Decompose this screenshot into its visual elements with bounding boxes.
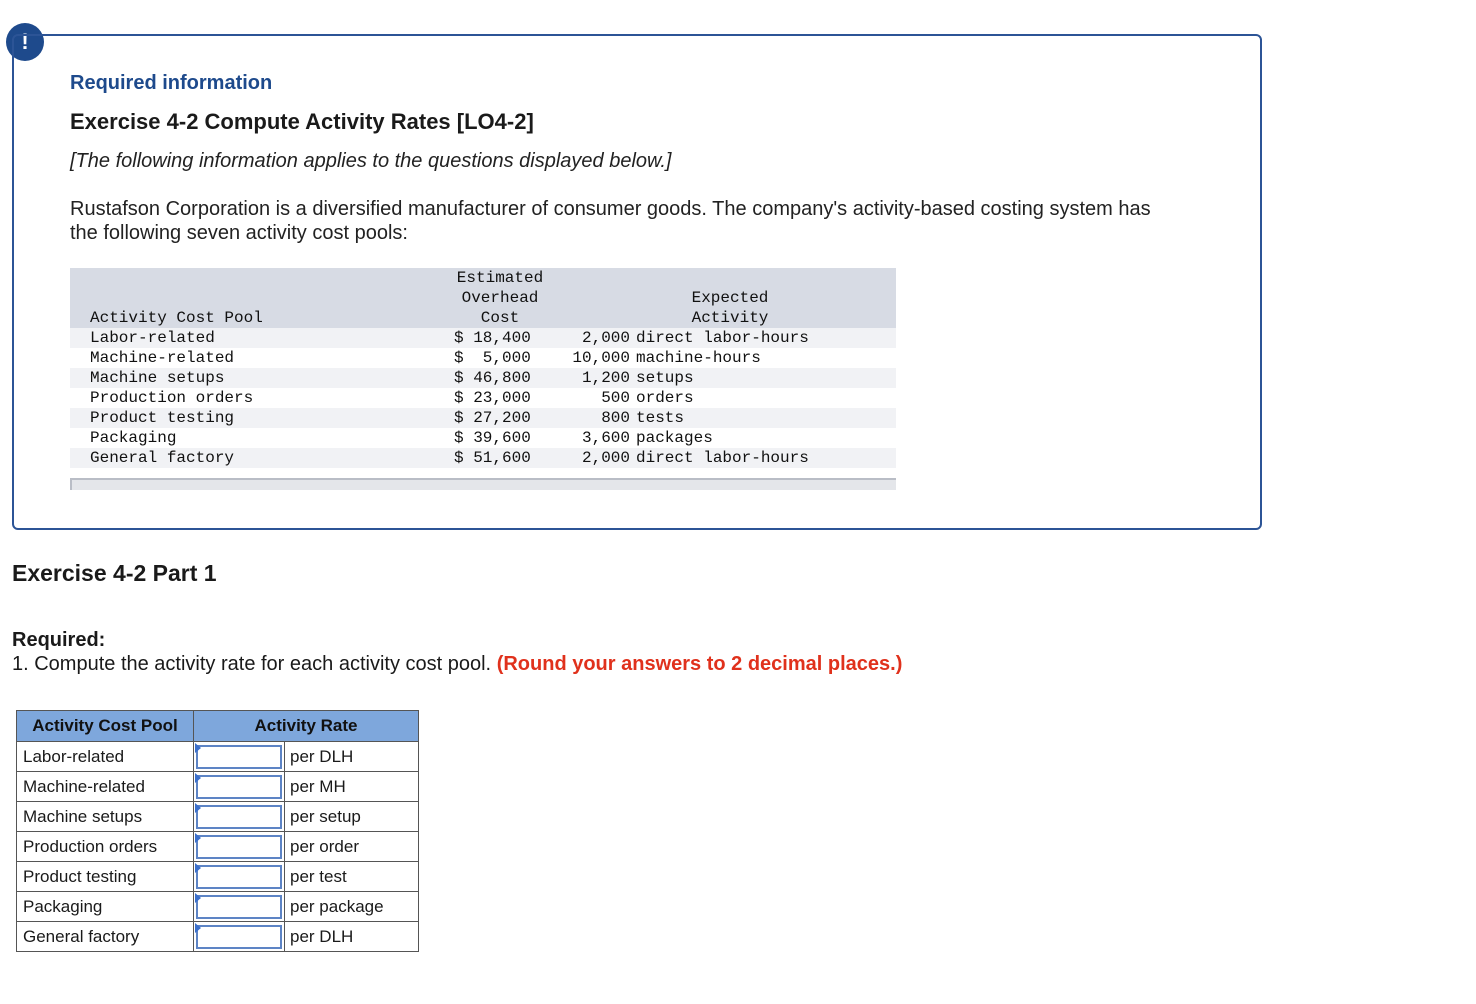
cell-quantity: 10,000 (572, 349, 630, 367)
cell-cost: $ 51,600 (454, 449, 531, 467)
answer-input-cell (194, 892, 285, 922)
cell-pool: Labor-related (90, 329, 215, 347)
required-label: Required: (12, 629, 106, 651)
rate-input-product-testing[interactable] (196, 865, 282, 889)
cell-quantity: 800 (601, 409, 630, 427)
input-marker-icon (195, 773, 201, 783)
rounding-hint: (Round your answers to 2 decimal places.) (496, 653, 903, 675)
cell-unit: machine-hours (636, 349, 761, 367)
alert-icon: ! (6, 23, 44, 61)
data-table-body (70, 328, 896, 468)
rate-input-machine-related[interactable] (196, 775, 282, 799)
instruction-text (12, 653, 902, 676)
answer-input-cell (194, 832, 285, 862)
table-row (70, 448, 896, 468)
answer-pool-label: Machine-related (17, 772, 194, 802)
cell-unit: orders (636, 389, 694, 407)
activity-rate-answer-table (16, 710, 419, 952)
answer-pool-label: Machine setups (17, 802, 194, 832)
rate-input-production-orders[interactable] (196, 835, 282, 859)
header-cost-line-1: Estimated (456, 269, 544, 287)
table-row (70, 428, 896, 448)
cell-pool: Product testing (90, 409, 235, 427)
table-row (17, 772, 419, 802)
cell-unit: direct labor-hours (636, 449, 809, 467)
cell-quantity: 1,200 (581, 369, 630, 387)
answer-input-cell (194, 772, 285, 802)
info-note: [The following information applies to the questions displayed below.] (70, 150, 672, 172)
exercise-title: Exercise 4-2 Compute Activity Rates [LO4-2] (70, 109, 534, 134)
intro-text (70, 197, 1230, 245)
input-marker-icon (195, 803, 201, 813)
answer-input-cell (194, 742, 285, 772)
answer-pool-label: Labor-related (17, 742, 194, 772)
instruction-main: 1. Compute the activity rate for each activity cost pool. (12, 653, 492, 675)
cell-quantity: 2,000 (581, 449, 630, 467)
header-activity-line-1: Expected (691, 289, 769, 307)
cell-unit: direct labor-hours (636, 329, 809, 347)
cell-quantity: 500 (601, 389, 630, 407)
rate-input-general-factory[interactable] (196, 925, 282, 949)
cell-cost: $ 39,600 (454, 429, 531, 447)
input-marker-icon (195, 893, 201, 903)
answer-input-cell (194, 922, 285, 952)
cell-pool: Machine-related (90, 349, 235, 367)
cell-pool: Production orders (90, 389, 254, 407)
table-row (70, 368, 896, 388)
input-marker-icon (195, 833, 201, 843)
rate-input-machine-setups[interactable] (196, 805, 282, 829)
table-row (17, 892, 419, 922)
answer-unit-label: per setup (285, 802, 419, 832)
input-marker-icon (195, 863, 201, 873)
activity-cost-pool-table (70, 268, 896, 490)
rate-input-packaging[interactable] (196, 895, 282, 919)
cell-unit: tests (636, 409, 685, 427)
answer-input-cell (194, 802, 285, 832)
table-spacer (70, 468, 896, 478)
required-information-heading: Required information (70, 72, 273, 94)
answer-unit-label: per test (285, 862, 419, 892)
intro-line-1: Rustafson Corporation is a diversified manufacturer of consumer goods. The company's activity-based costing system has (70, 198, 1151, 220)
input-marker-icon (195, 923, 201, 933)
answer-unit-label: per MH (285, 772, 419, 802)
cell-cost: $ 27,200 (454, 409, 531, 427)
answer-unit-label: per package (285, 892, 419, 922)
table-row (70, 348, 896, 368)
table-row (17, 802, 419, 832)
cell-cost: $ 18,400 (454, 329, 531, 347)
answer-unit-label: per order (285, 832, 419, 862)
data-table-header (70, 268, 896, 328)
table-row (17, 742, 419, 772)
answer-unit-label: per DLH (285, 922, 419, 952)
rate-input-labor-related[interactable] (196, 745, 282, 769)
table-footer-rule (70, 478, 896, 490)
table-row (70, 408, 896, 428)
answer-header-pool: Activity Cost Pool (17, 711, 194, 742)
header-cost-line-2: Overhead (461, 289, 539, 307)
answer-header-row (17, 711, 419, 742)
intro-line-2: the following seven activity cost pools: (70, 222, 408, 244)
cell-unit: setups (636, 369, 694, 387)
cell-pool: Machine setups (90, 369, 225, 387)
answer-input-cell (194, 862, 285, 892)
header-activity-line-2: Activity (691, 309, 769, 327)
answer-pool-label: Production orders (17, 832, 194, 862)
table-row (17, 862, 419, 892)
answer-pool-label: Packaging (17, 892, 194, 922)
cell-unit: packages (636, 429, 713, 447)
cell-quantity: 2,000 (581, 329, 630, 347)
input-marker-icon (195, 743, 201, 753)
header-expected-activity (650, 288, 810, 328)
answer-header-rate: Activity Rate (194, 711, 419, 742)
answer-pool-label: General factory (17, 922, 194, 952)
cell-cost: $ 46,800 (454, 369, 531, 387)
required-information-panel (12, 34, 1262, 530)
answer-pool-label: Product testing (17, 862, 194, 892)
cell-pool: Packaging (90, 429, 177, 447)
table-row (70, 328, 896, 348)
cell-pool: General factory (90, 449, 235, 467)
header-estimated-overhead-cost (440, 268, 560, 328)
part-title: Exercise 4-2 Part 1 (12, 560, 217, 586)
header-activity-cost-pool: Activity Cost Pool (90, 309, 263, 327)
cell-cost: $ 5,000 (454, 349, 531, 367)
answer-unit-label: per DLH (285, 742, 419, 772)
table-row (70, 388, 896, 408)
table-row (17, 922, 419, 952)
header-cost-line-3: Cost (480, 309, 520, 327)
cell-quantity: 3,600 (581, 429, 630, 447)
cell-cost: $ 23,000 (454, 389, 531, 407)
table-row (17, 832, 419, 862)
